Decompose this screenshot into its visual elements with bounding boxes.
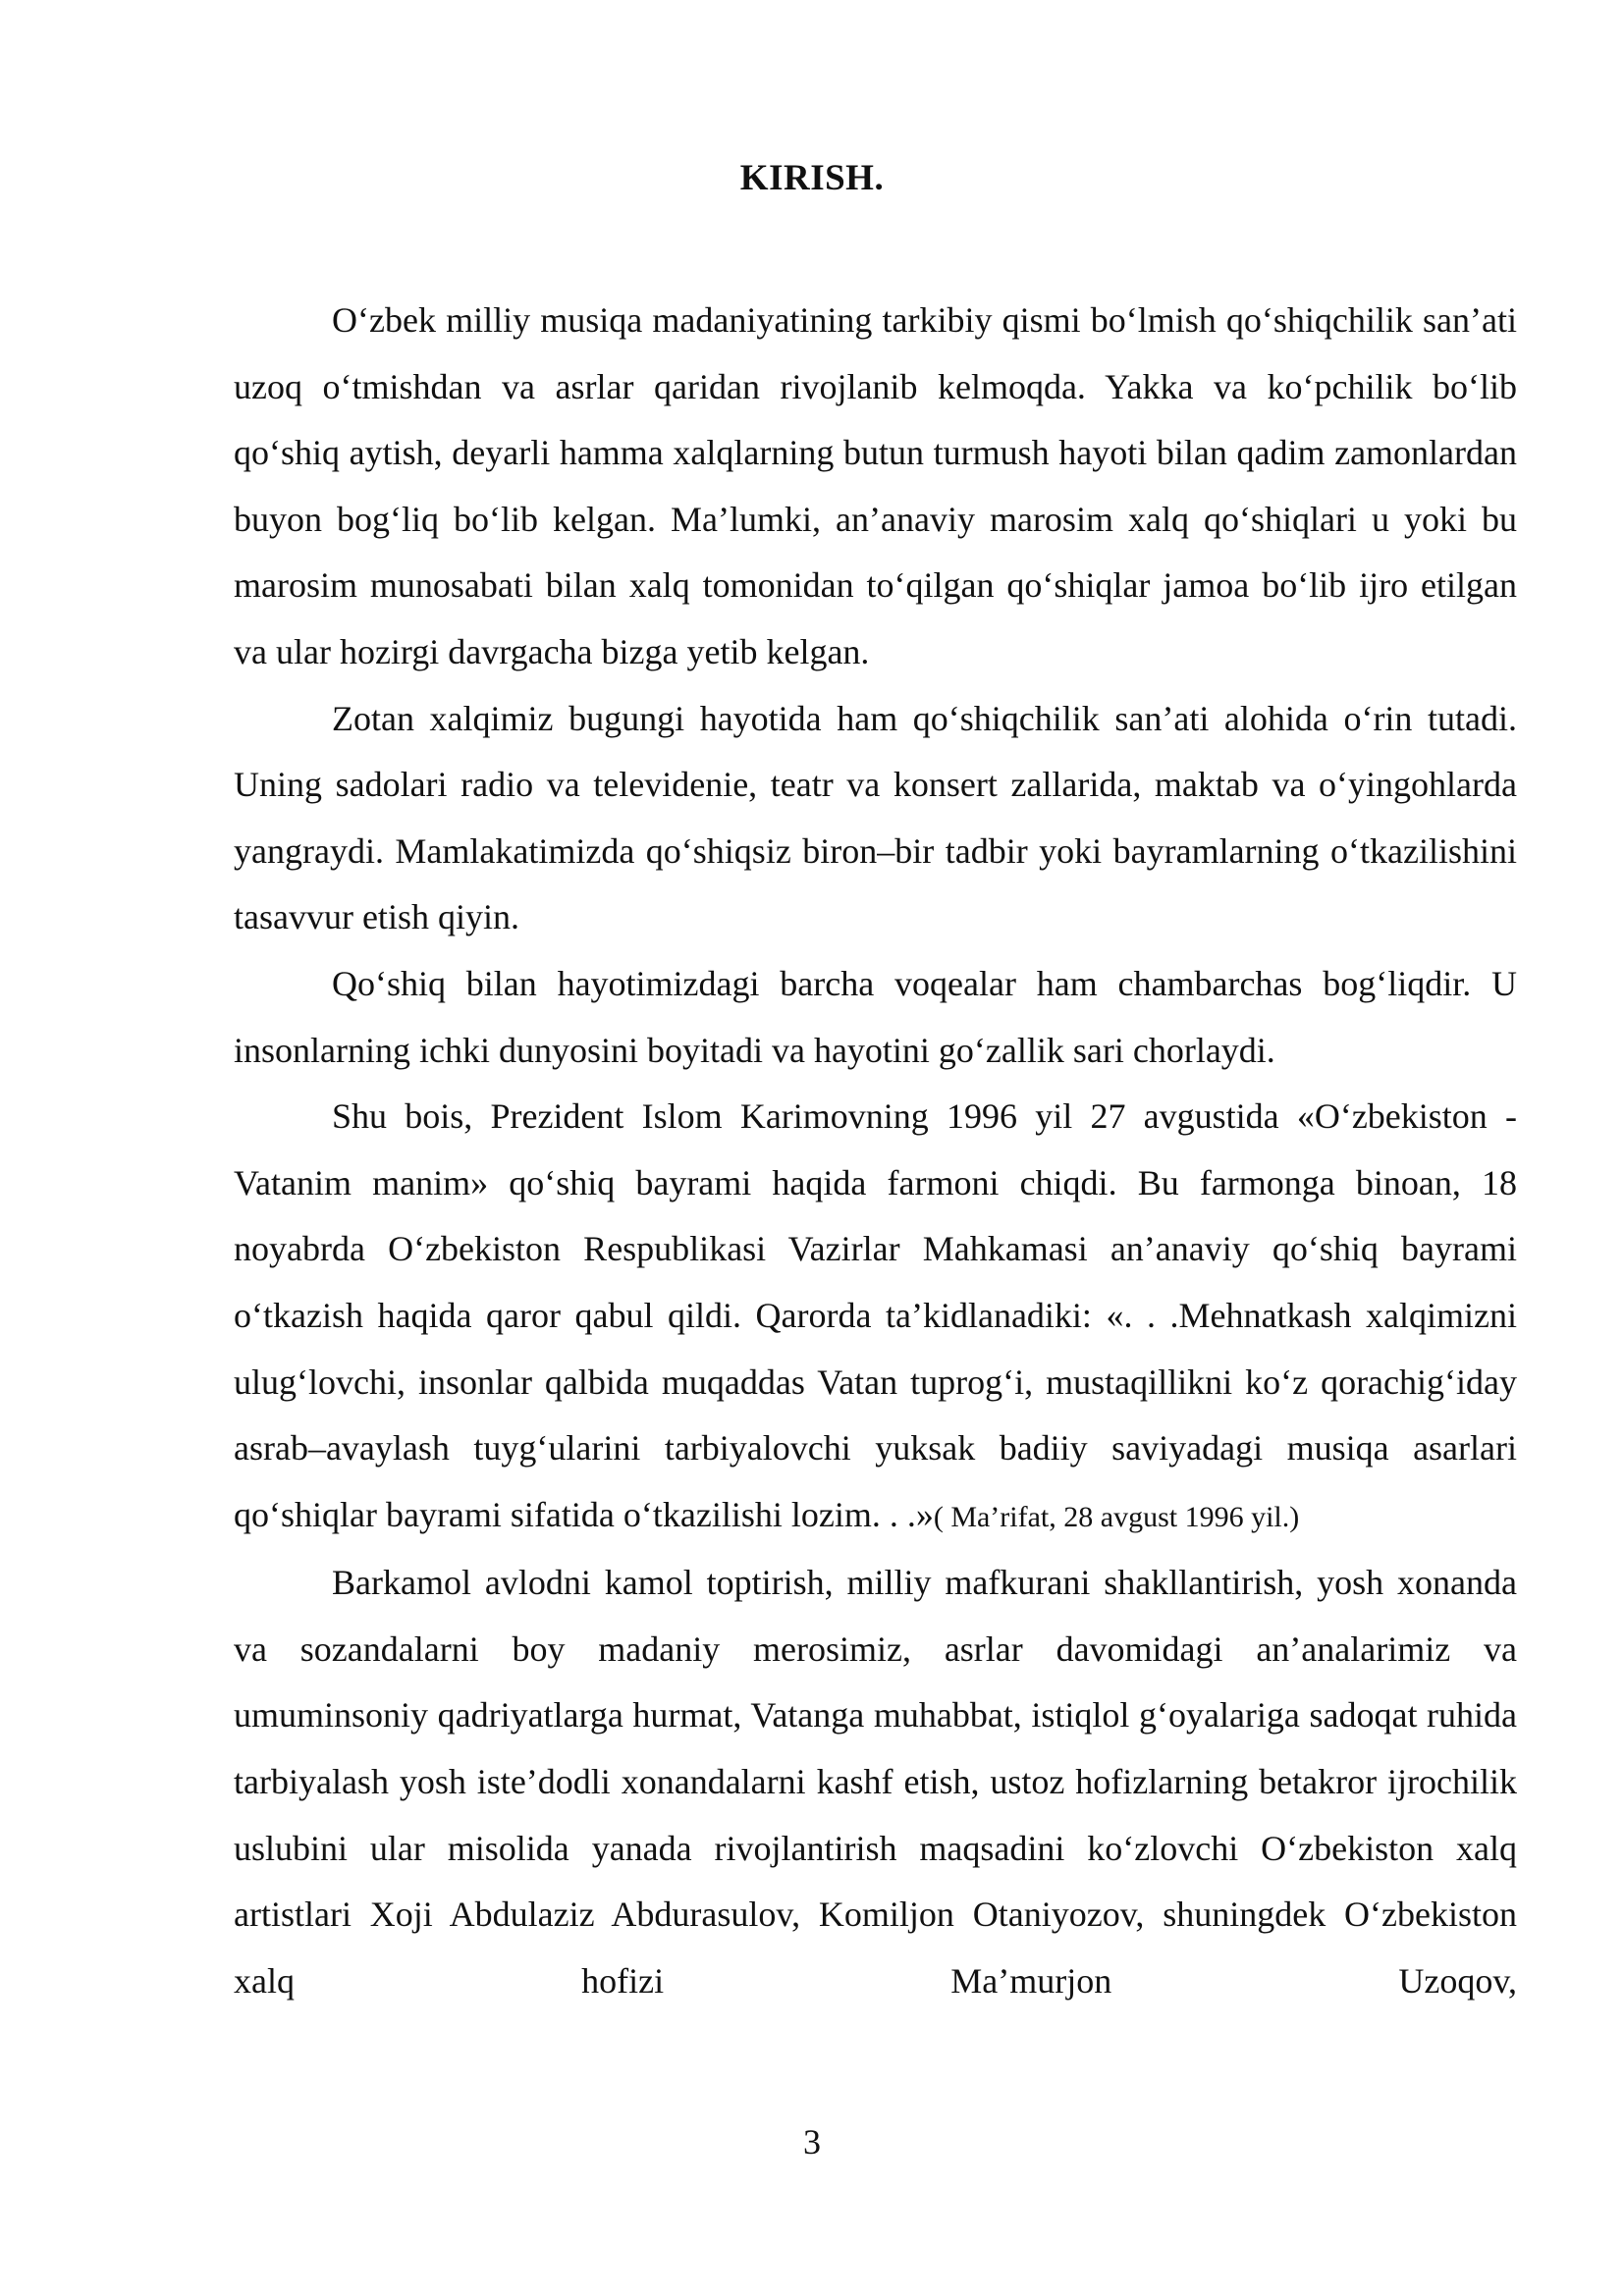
paragraph-4-text: Shu bois, Prezident Islom Karimovning 1996 yil 27 avgustida «O‘zbekiston - Vatanim manim» qo‘shiq bayrami haqida farmoni chiqdi. Bu farmonga binoan, 18 noyabrda O‘zbekiston Respublikasi Vazirlar Mahkamasi an’anaviy qo‘shiq bayrami o‘tkazish haqida qaror qabul qildi. Qarorda ta’kidlanadiki: «. . .Mehnatkash xalqimizni ulug‘lovchi, insonlar qalbida muqaddas Vatan tuprog‘i, mustaqillikni ko‘z qorachig‘iday asrab–avaylash tuyg‘ularini tarbiyalovchi yuksak badiiy saviyadagi musiqa asarlari qo‘shiqlar bayrami sifatida o‘tkazilishi lozim. . .» bbox=[234, 1096, 1517, 1534]
body-text bbox=[234, 288, 1517, 2014]
paragraph-3: Qo‘shiq bilan hayotimizdagi barcha voqealar ham chambarchas bog‘liqdir. U insonlarning ichki dunyosini boyitadi va hayotini go‘zallik sari chorlaydi. bbox=[234, 963, 1517, 1070]
paragraph-1: O‘zbek milliy musiqa madaniyatining tarkibiy qismi bo‘lmish qo‘shiqchilik san’ati uzoq o‘tmishdan va asrlar qaridan rivojlanib kelmoqda. Yakka va ko‘pchilik bo‘lib qo‘shiq aytish, deyarli hamma xalqlarning butun turmush hayoti bilan qadim zamonlardan buyon bog‘liq bo‘lib kelgan. Ma’lumki, an’anaviy marosim xalq qo‘shiqlari u yoki bu marosim munosabati bilan xalq tomonidan to‘qilgan qo‘shiqlar jamoa bo‘lib ijro etilgan va ular hozirgi davrgacha bizga yetib kelgan. bbox=[234, 300, 1517, 671]
paragraph-4 bbox=[234, 1084, 1517, 1550]
paragraph-5: Barkamol avlodni kamol toptirish, milliy mafkurani shakllantirish, yosh xonanda va sozandalarni boy madaniy merosimiz, asrlar davomidagi an’analarimiz va umuminsoniy qadriyatlarga hurmat, Vatanga muhabbat, istiqlol g‘oyalariga sadoqat ruhida tarbiyalash yosh iste’dodli xonandalarni kashf etish, ustoz hofizlarning betakror ijrochilik uslubini ular misolida yanada rivojlantirish maqsadini ko‘zlovchi O‘zbekiston xalq artistlari Xoji Abdulaziz Abdurasulov, Komiljon Otaniyozov, shuningdek O‘zbekiston xalq hofizi Ma’murjon Uzoqov, bbox=[234, 1563, 1517, 2001]
citation: ( Ma’rifat, 28 avgust 1996 yil.) bbox=[933, 1500, 1300, 1533]
paragraph-2: Zotan xalqimiz bugungi hayotida ham qo‘shiqchilik san’ati alohida o‘rin tutadi. Uning sadolari radio va televidenie, teatr va konsert zallarida, maktab va o‘yingohlarda yangraydi. Mamlakatimizda qo‘shiqsiz biron–bir tadbir yoki bayramlarning o‘tkazilishini tasavvur etish qiyin. bbox=[234, 698, 1517, 937]
section-title: KIRISH. bbox=[739, 158, 885, 198]
page-number: 3 bbox=[803, 2122, 821, 2162]
